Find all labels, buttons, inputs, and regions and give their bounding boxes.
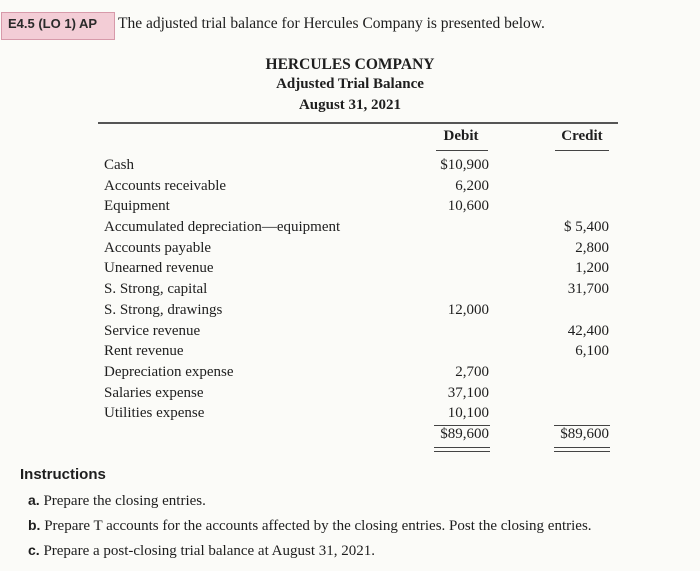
credit-amount: 42,400 xyxy=(567,322,609,339)
account-name: Salaries expense xyxy=(104,384,204,401)
debit-double-underline xyxy=(434,447,490,452)
instruction-text: Prepare a post-closing trial balance at August 31, 2021. xyxy=(43,543,376,559)
credit-double-underline xyxy=(554,447,610,452)
table-row xyxy=(0,385,700,406)
table-row xyxy=(0,260,700,281)
debit-amount: 10,100 xyxy=(447,405,489,422)
exercise-prompt: The adjusted trial balance for Hercules Company is presented below. xyxy=(118,15,545,32)
instructions-heading: Instructions xyxy=(20,466,106,483)
header-rule xyxy=(98,122,618,124)
credit-amount: 6,100 xyxy=(575,343,609,360)
statement-title: Adjusted Trial Balance xyxy=(276,76,424,92)
debit-amount: $10,900 xyxy=(440,157,489,173)
instruction-letter: b. xyxy=(28,517,41,533)
table-row xyxy=(0,281,700,302)
total-credit: $89,600 xyxy=(560,425,609,442)
table-row xyxy=(0,157,700,178)
debit-amount: 6,200 xyxy=(455,177,489,194)
statement-date: August 31, 2021 xyxy=(298,97,402,113)
account-name: Unearned revenue xyxy=(104,260,214,277)
account-name: Utilities expense xyxy=(104,405,205,422)
debit-amount: 10,600 xyxy=(447,198,489,215)
debit-header-underline xyxy=(436,150,488,151)
credit-amount: 31,700 xyxy=(567,281,609,298)
debit-column-header: Debit xyxy=(443,128,479,144)
account-name: Equipment xyxy=(104,198,170,215)
credit-column-header: Credit xyxy=(561,128,603,144)
debit-total-rule xyxy=(434,425,490,426)
account-name: Accounts receivable xyxy=(104,177,227,194)
credit-amount: 1,200 xyxy=(575,260,609,277)
table-row xyxy=(0,178,700,199)
debit-amount: 2,700 xyxy=(455,363,489,380)
credit-amount: 2,800 xyxy=(575,239,609,256)
account-name: Accounts payable xyxy=(104,239,212,256)
exercise-header xyxy=(0,12,700,40)
debit-amount: 37,100 xyxy=(447,384,489,401)
total-debit: $89,600 xyxy=(440,425,489,442)
instruction-item xyxy=(28,517,592,535)
account-name: S. Strong, drawings xyxy=(104,301,223,318)
credit-amount: $ 5,400 xyxy=(564,219,609,236)
account-name: Service revenue xyxy=(104,322,201,339)
table-row xyxy=(0,364,700,385)
trial-balance-rows xyxy=(0,157,700,447)
account-name: Depreciation expense xyxy=(104,363,234,380)
account-name: S. Strong, capital xyxy=(104,281,208,298)
company-name: HERCULES COMPANY xyxy=(265,56,435,73)
instruction-text: Prepare T accounts for the accounts affected by the closing entries. Post the closing entries. xyxy=(44,518,592,534)
table-row xyxy=(0,323,700,344)
instruction-text: Prepare the closing entries. xyxy=(43,493,206,509)
credit-total-rule xyxy=(554,425,610,426)
instruction-letter: a. xyxy=(28,492,40,508)
exercise-id: E4.5 (LO 1) AP xyxy=(8,16,98,31)
instruction-item xyxy=(28,492,206,510)
instruction-item xyxy=(28,542,375,560)
account-name: Accumulated depreciation—equipment xyxy=(104,219,341,236)
table-row xyxy=(0,240,700,261)
table-row xyxy=(0,343,700,364)
account-name: Cash xyxy=(104,157,134,173)
instruction-letter: c. xyxy=(28,542,40,558)
totals-row xyxy=(0,426,700,447)
debit-amount: 12,000 xyxy=(447,301,489,318)
credit-header-underline xyxy=(555,150,609,151)
table-row xyxy=(0,198,700,219)
table-row xyxy=(0,405,700,426)
table-row xyxy=(0,219,700,240)
account-name: Rent revenue xyxy=(104,343,184,360)
table-row xyxy=(0,302,700,323)
